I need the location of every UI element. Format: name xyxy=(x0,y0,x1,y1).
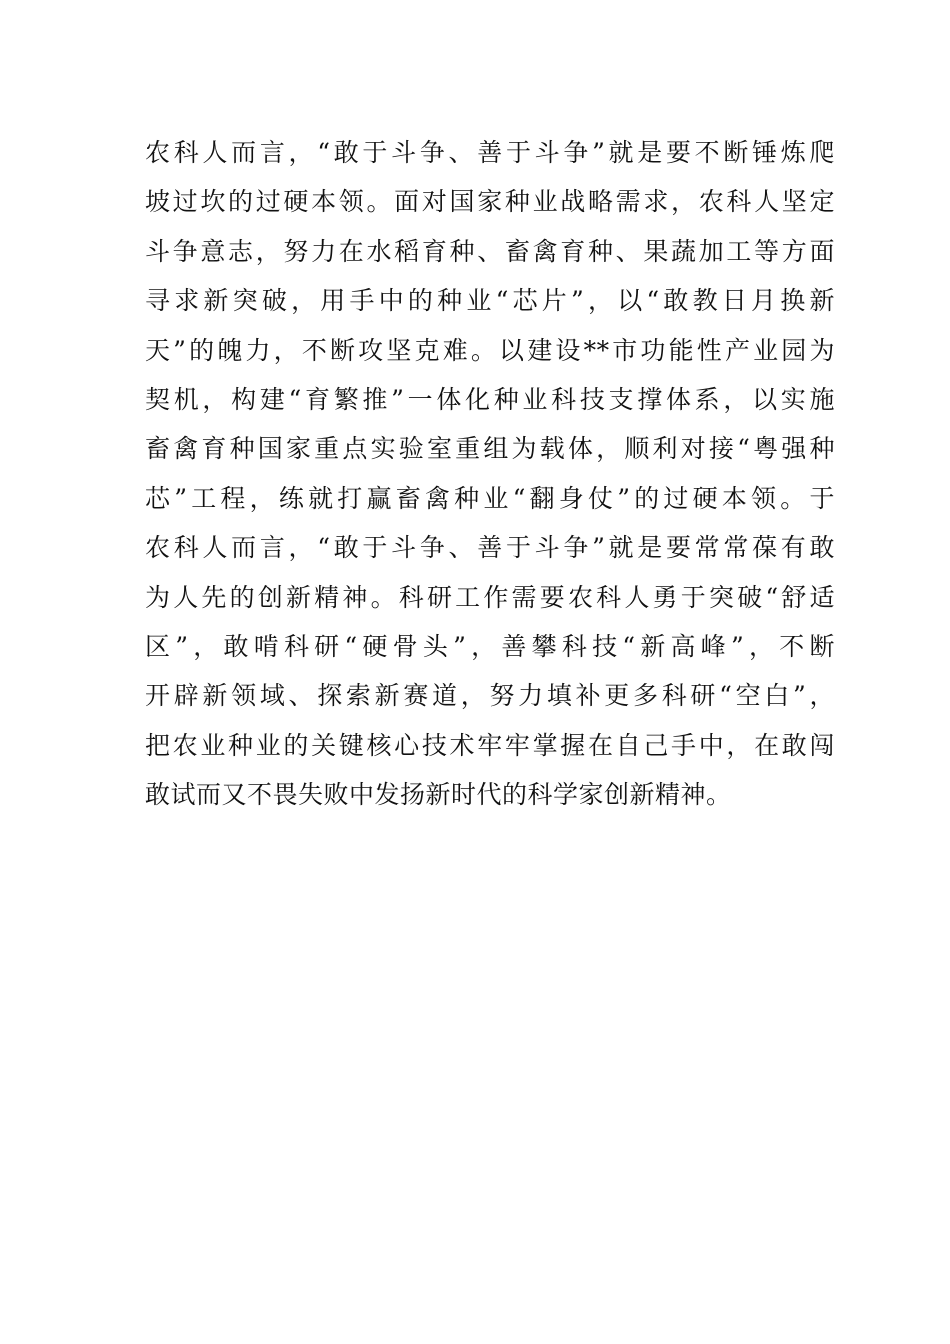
text-line: 畜禽育种国家重点实验室重组为载体，顺利对接“粤强种 xyxy=(145,434,835,464)
text-line: 开辟新领域、探索新赛道，努力填补更多科研“空白”， xyxy=(145,681,835,711)
text-line: 天”的魄力，不断攻坚克难。以建设**市功能性产业园为 xyxy=(145,335,835,365)
text-line: 寻求新突破，用手中的种业“芯片”，以“敢教日月换新 xyxy=(145,286,835,316)
text-line: 斗争意志，努力在水稻育种、畜禽育种、果蔬加工等方面 xyxy=(145,236,835,266)
text-line: 为人先的创新精神。科研工作需要农科人勇于突破“舒适 xyxy=(145,582,835,612)
text-line: 农科人而言，“敢于斗争、善于斗争”就是要常常葆有敢 xyxy=(145,533,835,563)
text-line: 区”，敢啃科研“硬骨头”，善攀科技“新高峰”，不断 xyxy=(145,631,835,661)
text-line: 契机，构建“育繁推”一体化种业科技支撑体系，以实施 xyxy=(145,384,835,414)
text-line: 把农业种业的关键核心技术牢牢掌握在自己手中，在敢闯 xyxy=(145,730,835,760)
text-line: 农科人而言，“敢于斗争、善于斗争”就是要不断锤炼爬 xyxy=(145,138,835,167)
text-line: 芯”工程，练就打赢畜禽种业“翻身仗”的过硬本领。于 xyxy=(145,483,835,513)
text-line: 坡过坎的过硬本领。面对国家种业战略需求，农科人坚定 xyxy=(145,187,835,217)
body-paragraph xyxy=(145,128,835,819)
text-line: 敢试而又不畏失败中发扬新时代的科学家创新精神。 xyxy=(145,780,732,810)
